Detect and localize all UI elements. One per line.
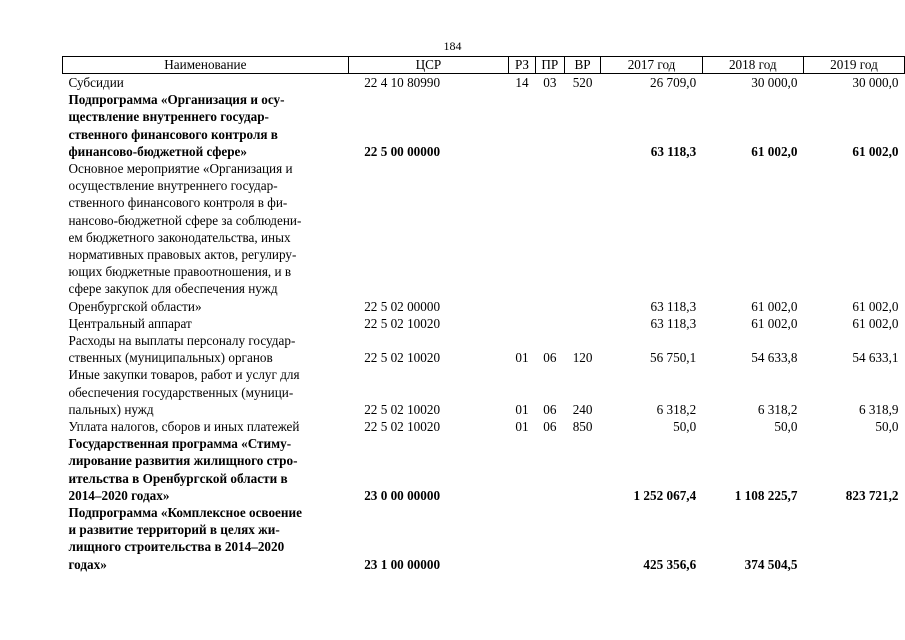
row-value-2019 bbox=[803, 504, 904, 573]
row-value-2019: 61 002,0 bbox=[852, 298, 899, 314]
row-value-2018: 6 318,2 bbox=[757, 401, 798, 417]
row-name-line: лирование развития жилищного стро- bbox=[68, 453, 298, 469]
row-vr: 520 bbox=[572, 75, 593, 90]
row-csr: 23 0 00 00000 bbox=[364, 487, 441, 503]
header-vr: ВР bbox=[564, 57, 601, 74]
row-value-2018: 374 504,5 bbox=[744, 556, 798, 572]
row-name-line: пальных) нужд bbox=[68, 401, 154, 417]
table-row bbox=[63, 315, 905, 332]
row-name-line: лищного строительства в 2014–2020 bbox=[68, 539, 285, 555]
row-value-2018: 30 000,0 bbox=[751, 75, 798, 90]
row-value-2019: 6 318,9 bbox=[858, 401, 899, 417]
row-pr: 06 bbox=[543, 401, 557, 417]
row-vr bbox=[564, 435, 601, 504]
row-csr: 22 5 02 10020 bbox=[364, 350, 441, 366]
row-value-2017: 63 118,3 bbox=[650, 143, 697, 159]
row-value-2018: 61 002,0 bbox=[751, 143, 798, 159]
row-name-line: Основное мероприятие «Организация и bbox=[68, 161, 293, 177]
row-name-line: осуществление внутреннего государ- bbox=[68, 178, 278, 194]
header-2018: 2018 год bbox=[702, 57, 803, 74]
table-row bbox=[63, 418, 905, 435]
row-value-2019: 50,0 bbox=[875, 419, 899, 435]
row-rz bbox=[509, 435, 536, 504]
row-name-line: ющих бюджетные правоотношения, и в bbox=[68, 264, 292, 280]
row-value-2019: 61 002,0 bbox=[852, 315, 899, 331]
row-vr bbox=[564, 160, 601, 315]
row-value-2017: 63 118,3 bbox=[650, 315, 697, 331]
row-rz: 14 bbox=[515, 75, 529, 90]
row-vr bbox=[564, 315, 601, 332]
row-name-line: Расходы на выплаты персоналу государ- bbox=[68, 333, 296, 349]
header-2019: 2019 год bbox=[803, 57, 904, 74]
row-name-line: обеспечения государственных (муници- bbox=[68, 384, 294, 400]
row-name-line: годах» bbox=[68, 556, 107, 572]
header-rz: РЗ bbox=[509, 57, 536, 74]
row-rz bbox=[509, 315, 536, 332]
row-vr: 240 bbox=[572, 401, 593, 417]
row-value-2017: 1 252 067,4 bbox=[633, 487, 697, 503]
row-rz bbox=[509, 91, 536, 160]
row-pr bbox=[535, 91, 564, 160]
row-name-line: Субсидии bbox=[68, 75, 124, 90]
row-value-2019: 30 000,0 bbox=[852, 75, 899, 90]
row-name-line: 2014–2020 годах» bbox=[68, 487, 170, 503]
header-name: Наименование bbox=[63, 57, 349, 74]
row-rz: 01 bbox=[515, 401, 529, 417]
row-name-line: ственного финансового контроля в bbox=[68, 126, 278, 142]
row-name-line: Подпрограмма «Комплексное освоение bbox=[68, 505, 302, 521]
row-vr: 850 bbox=[572, 419, 593, 435]
table-row bbox=[63, 366, 905, 418]
row-name bbox=[63, 418, 349, 435]
table-row bbox=[63, 435, 905, 504]
row-value-2017: 6 318,2 bbox=[656, 401, 697, 417]
row-vr bbox=[564, 91, 601, 160]
row-name-line: нансово-бюджетной сфере за соблюдени- bbox=[68, 212, 302, 228]
row-value-2019: 61 002,0 bbox=[852, 143, 899, 159]
row-value-2017: 50,0 bbox=[673, 419, 697, 435]
table-row bbox=[63, 332, 905, 366]
row-name bbox=[63, 74, 349, 92]
row-name bbox=[63, 332, 349, 366]
row-rz: 01 bbox=[515, 419, 529, 435]
row-name-line: Иные закупки товаров, работ и услуг для bbox=[68, 367, 300, 383]
row-csr: 22 5 02 10020 bbox=[364, 401, 441, 417]
row-pr: 06 bbox=[543, 419, 557, 435]
row-value-2017: 425 356,6 bbox=[643, 556, 697, 572]
row-name-line: ственных (муниципальных) органов bbox=[68, 350, 273, 366]
row-name-line: Уплата налогов, сборов и иных платежей bbox=[68, 419, 300, 435]
row-vr bbox=[564, 504, 601, 573]
row-value-2017: 63 118,3 bbox=[650, 298, 697, 314]
row-value-2018: 1 108 225,7 bbox=[734, 487, 798, 503]
row-value-2017: 26 709,0 bbox=[650, 75, 697, 90]
row-name-line: Центральный аппарат bbox=[68, 315, 192, 331]
row-csr: 22 5 02 00000 bbox=[364, 298, 441, 314]
row-name bbox=[63, 315, 349, 332]
row-value-2018: 54 633,8 bbox=[751, 350, 798, 366]
row-name-line: и развитие территорий в целях жи- bbox=[68, 522, 280, 538]
row-csr: 22 5 02 10020 bbox=[364, 315, 441, 331]
row-csr: 22 5 00 00000 bbox=[364, 143, 441, 159]
row-csr: 23 1 00 00000 bbox=[364, 556, 441, 572]
row-name-line: Оренбургской области» bbox=[68, 298, 202, 314]
table-body bbox=[63, 74, 905, 573]
row-name-line: ем бюджетного законодательства, иных bbox=[68, 229, 291, 245]
table-header-row bbox=[63, 57, 905, 74]
header-pr: ПР bbox=[535, 57, 564, 74]
row-name-line: ственного финансового контроля в фи- bbox=[68, 195, 288, 211]
row-name-line: ществление внутреннего государ- bbox=[68, 109, 269, 125]
budget-table bbox=[62, 56, 905, 573]
row-pr bbox=[535, 504, 564, 573]
row-value-2018: 61 002,0 bbox=[751, 298, 798, 314]
header-csr: ЦСР bbox=[348, 57, 508, 74]
row-value-2019: 823 721,2 bbox=[845, 487, 899, 503]
row-rz: 01 bbox=[515, 350, 529, 366]
table-row bbox=[63, 74, 905, 92]
row-value-2018: 61 002,0 bbox=[751, 315, 798, 331]
row-csr: 22 5 02 10020 bbox=[364, 419, 441, 435]
row-rz bbox=[509, 504, 536, 573]
row-name-line: сфере закупок для обеспечения нужд bbox=[68, 281, 278, 297]
row-name-line: финансово-бюджетной сфере» bbox=[68, 143, 247, 159]
row-vr: 120 bbox=[572, 350, 593, 366]
row-name-line: Подпрограмма «Организация и осу- bbox=[68, 92, 285, 108]
row-value-2017: 56 750,1 bbox=[650, 350, 697, 366]
row-name bbox=[63, 435, 349, 504]
row-pr bbox=[535, 435, 564, 504]
row-value-2018: 50,0 bbox=[774, 419, 798, 435]
page-number: 184 bbox=[443, 39, 462, 53]
row-pr: 03 bbox=[543, 75, 557, 90]
table-row bbox=[63, 504, 905, 573]
row-pr bbox=[535, 315, 564, 332]
row-pr bbox=[535, 160, 564, 315]
row-value-2019: 54 633,1 bbox=[852, 350, 899, 366]
row-name bbox=[63, 91, 349, 160]
row-name bbox=[63, 504, 349, 573]
row-pr: 06 bbox=[543, 350, 557, 366]
row-name-line: нормативных правовых актов, регулиру- bbox=[68, 247, 297, 263]
header-2017: 2017 год bbox=[601, 57, 702, 74]
row-csr: 22 4 10 80990 bbox=[364, 75, 441, 90]
row-rz bbox=[509, 160, 536, 315]
table-row bbox=[63, 91, 905, 160]
row-name bbox=[63, 366, 349, 418]
table-row bbox=[63, 160, 905, 315]
row-name bbox=[63, 160, 349, 315]
row-name-line: Государственная программа «Стиму- bbox=[68, 436, 292, 452]
row-name-line: ительства в Оренбургской области в bbox=[68, 470, 288, 486]
